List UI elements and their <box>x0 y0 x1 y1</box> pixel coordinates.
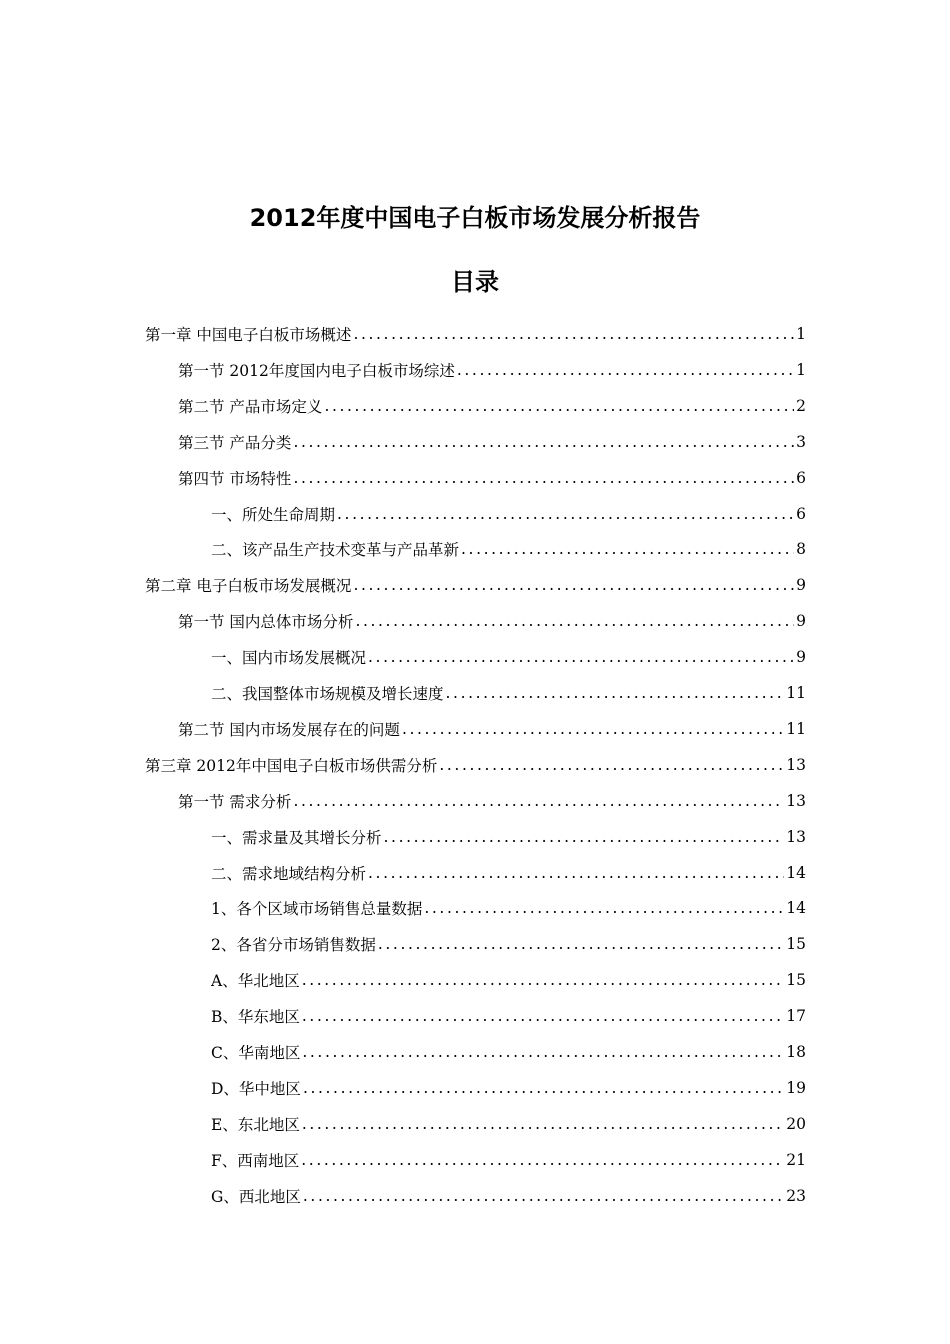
toc-entry-page-number: 15 <box>786 971 806 990</box>
toc-entry[interactable] <box>211 890 806 926</box>
toc-entry-label: 第二节 国内市场发展存在的问题 <box>178 720 400 739</box>
toc-entry-page-number: 8 <box>796 540 806 559</box>
toc-entry-label: 一、所处生命周期 <box>211 505 336 524</box>
toc-dot-leader <box>302 1115 784 1133</box>
toc-entry-label: 第二章 电子白板市场发展概况 <box>145 577 352 596</box>
toc-entry-page-number: 11 <box>786 684 806 702</box>
toc-entry-label: G、西北地区 <box>211 1187 301 1206</box>
toc-entry-label: 2、各省分市场销售数据 <box>211 936 376 955</box>
toc-dot-leader <box>439 756 784 774</box>
toc-entry-label: 第三章 2012年中国电子白板市场供需分析 <box>145 756 438 775</box>
toc-entry[interactable] <box>178 424 806 460</box>
toc-entry-page-number: 9 <box>796 576 806 595</box>
toc-entry[interactable] <box>211 1034 806 1070</box>
toc-entry-page-number: 6 <box>796 504 806 523</box>
toc-entry[interactable] <box>178 711 806 747</box>
toc-entry[interactable] <box>211 998 806 1034</box>
toc-entry[interactable] <box>211 1070 806 1106</box>
toc-entry-label: 第一章 中国电子白板市场概述 <box>145 326 352 344</box>
toc-entry-page-number: 11 <box>786 719 806 738</box>
toc-entry[interactable] <box>211 496 806 532</box>
toc-entry-label: 1、各个区域市场销售总量数据 <box>211 900 423 919</box>
toc-entry-page-number: 14 <box>786 899 806 918</box>
toc-dot-leader <box>303 1079 784 1097</box>
toc-entry-label: 第一节 国内总体市场分析 <box>178 613 354 632</box>
toc-entry-label: 第一节 需求分析 <box>178 792 292 811</box>
toc-entry[interactable] <box>211 926 806 962</box>
toc-entry[interactable] <box>211 855 806 891</box>
toc-entry-label: 二、该产品生产技术变革与产品革新 <box>211 541 460 560</box>
toc-dot-leader <box>378 935 784 953</box>
toc-entry-label: 二、我国整体市场规模及增长速度 <box>211 685 444 703</box>
toc-dot-leader <box>446 684 785 702</box>
toc-dot-leader <box>353 325 794 343</box>
toc-dot-leader <box>368 648 794 666</box>
toc-dot-leader <box>302 971 785 989</box>
toc-entry-page-number: 21 <box>786 1150 806 1169</box>
toc-entry-page-number: 17 <box>786 1007 806 1026</box>
toc-heading: 目录 <box>451 268 499 296</box>
toc-entry[interactable] <box>178 783 806 819</box>
toc-dot-leader <box>337 505 794 523</box>
toc-entry[interactable] <box>178 603 806 639</box>
toc-entry-page-number: 18 <box>786 1043 806 1061</box>
toc-entry-label: A、华北地区 <box>211 972 300 991</box>
toc-entry-page-number: 19 <box>786 1078 806 1097</box>
toc-dot-leader <box>368 864 784 882</box>
toc-entry[interactable] <box>211 1142 806 1178</box>
toc-dot-leader <box>457 361 794 379</box>
toc-entry-label: 第三节 产品分类 <box>178 433 292 452</box>
toc-entry-label: 二、需求地域结构分析 <box>211 864 367 883</box>
toc-dot-leader <box>402 720 784 738</box>
toc-entry-page-number: 13 <box>786 827 806 846</box>
document-title: 2012年度中国电子白板市场发展分析报告 <box>249 204 701 232</box>
toc-entry-label: 一、国内市场发展概况 <box>211 649 367 668</box>
toc-entry[interactable] <box>211 819 806 855</box>
toc-entry-page-number: 13 <box>786 755 806 774</box>
toc-entry[interactable] <box>145 316 806 352</box>
toc-entry-page-number: 15 <box>786 935 806 954</box>
toc-entry[interactable] <box>211 531 806 567</box>
toc-dot-leader <box>301 1151 784 1169</box>
toc-entry-page-number: 13 <box>786 791 806 810</box>
toc-entry-page-number: 14 <box>786 863 806 882</box>
toc-entry[interactable] <box>145 567 806 603</box>
toc-entry-label: 第一节 2012年度国内电子白板市场综述 <box>178 361 455 380</box>
toc-dot-leader <box>424 899 784 917</box>
toc-dot-leader <box>302 1007 784 1025</box>
toc-dot-leader <box>384 828 785 846</box>
toc-dot-leader <box>353 576 794 594</box>
toc-entry[interactable] <box>178 388 806 424</box>
toc-entry-page-number: 9 <box>796 612 806 631</box>
toc-entry-page-number: 1 <box>796 360 806 379</box>
toc-dot-leader <box>293 469 794 487</box>
toc-entry[interactable] <box>178 460 806 496</box>
toc-entry-page-number: 1 <box>796 325 806 343</box>
toc-entry-page-number: 3 <box>796 432 806 451</box>
toc-entry[interactable] <box>211 962 806 998</box>
toc-dot-leader <box>293 792 784 810</box>
toc-entry-page-number: 2 <box>796 396 806 415</box>
toc-entry-label: C、华南地区 <box>211 1044 301 1062</box>
toc-dot-leader <box>293 433 794 451</box>
toc-entry-page-number: 6 <box>796 468 806 487</box>
toc-entry-page-number: 23 <box>786 1186 806 1205</box>
toc-dot-leader <box>303 1187 784 1205</box>
toc-dot-leader <box>324 397 794 415</box>
toc-dot-leader <box>461 540 794 558</box>
toc-entry-label: 第四节 市场特性 <box>178 469 292 488</box>
toc-entry-label: 第二节 产品市场定义 <box>178 397 323 416</box>
toc-entry-label: D、华中地区 <box>211 1079 301 1098</box>
toc-dot-leader <box>355 612 794 630</box>
toc-entry[interactable] <box>211 639 806 675</box>
toc-entry-label: E、东北地区 <box>211 1115 300 1134</box>
toc-entry[interactable] <box>211 675 806 711</box>
toc-entry-page-number: 20 <box>786 1114 806 1133</box>
toc-dot-leader <box>302 1043 784 1061</box>
toc-entry-label: B、华东地区 <box>211 1008 300 1027</box>
toc-entry-page-number: 9 <box>796 648 806 667</box>
toc-entry[interactable] <box>145 747 806 783</box>
toc-entry-label: 一、需求量及其增长分析 <box>211 828 382 847</box>
toc-entry[interactable] <box>211 1106 806 1142</box>
toc-entry[interactable] <box>178 352 806 388</box>
toc-entry[interactable] <box>211 1178 806 1214</box>
toc-entry-label: F、西南地区 <box>211 1151 300 1170</box>
